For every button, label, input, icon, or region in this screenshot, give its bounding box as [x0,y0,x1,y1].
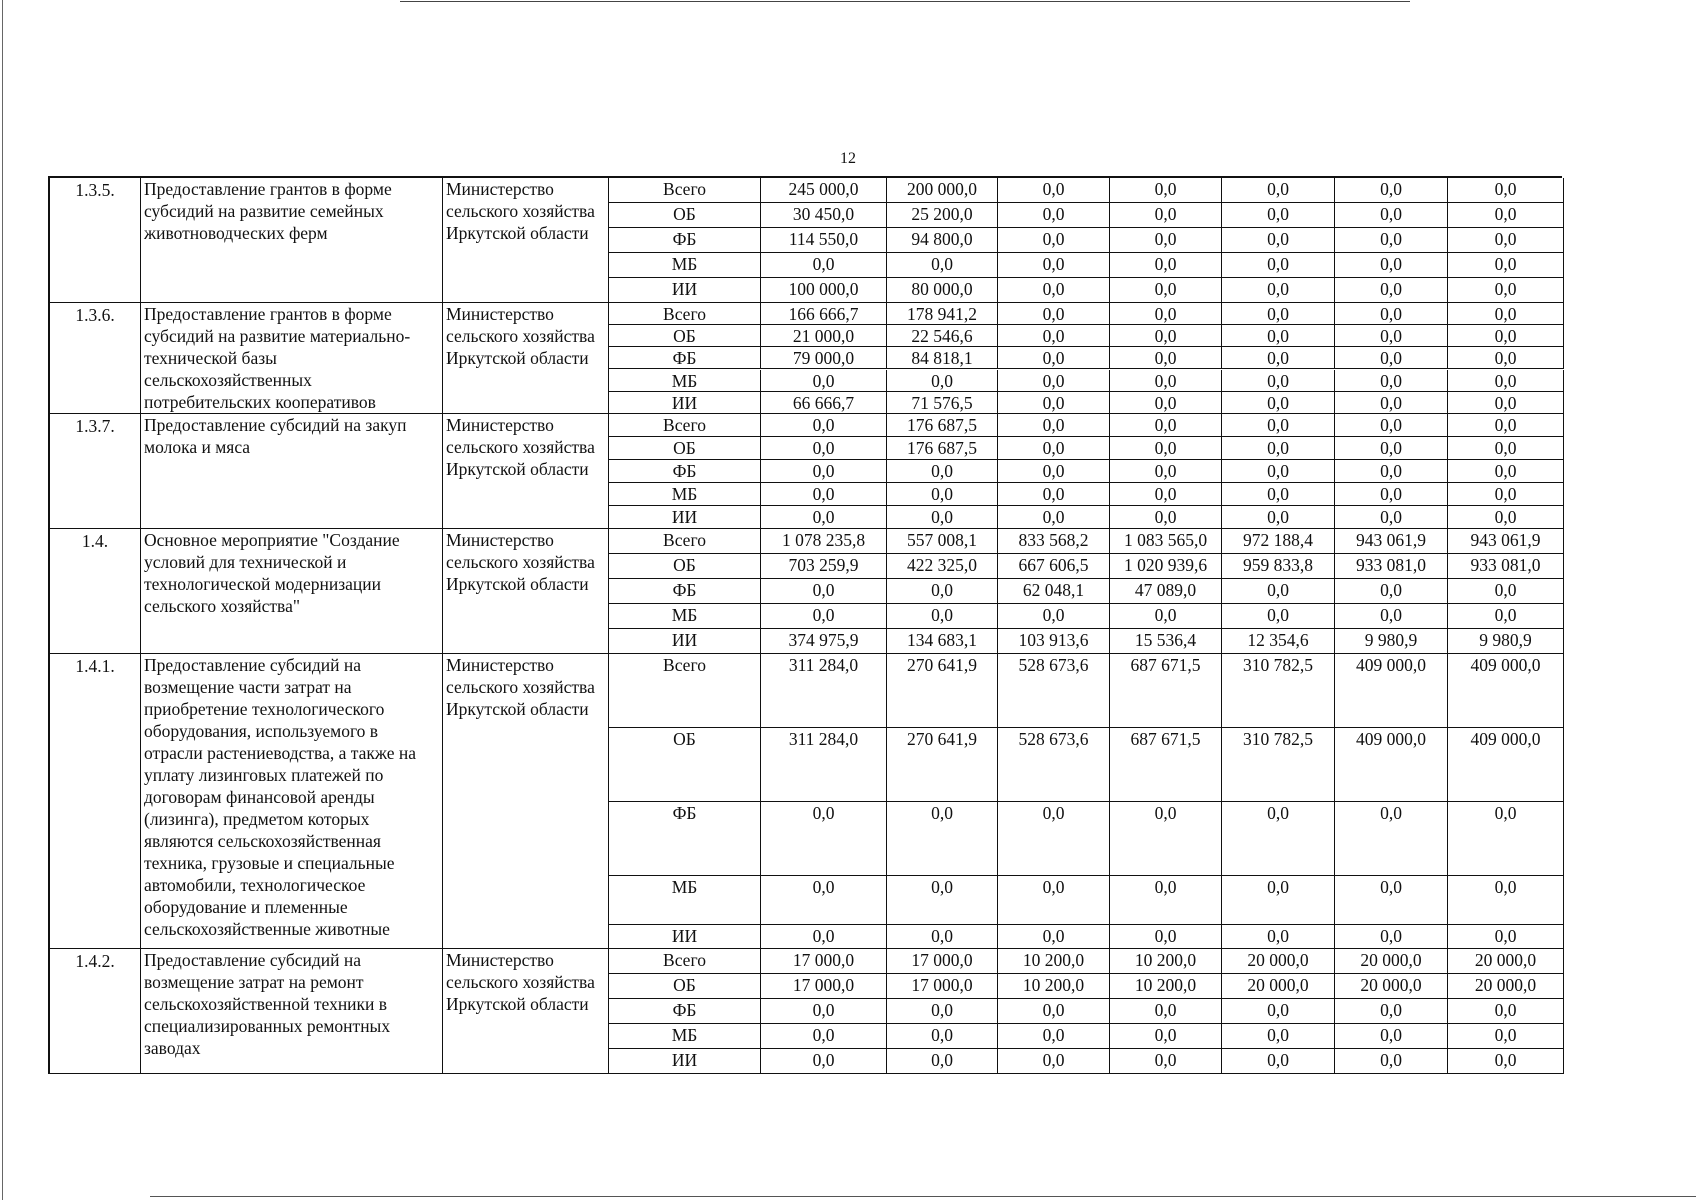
budget-value: 1 020 939,6 [1110,554,1222,579]
budget-value: 0,0 [761,1024,887,1049]
budget-value: 17 000,0 [887,949,998,974]
budget-value: 0,0 [1448,460,1564,483]
budget-value: 0,0 [998,876,1110,925]
responsible-organization: Министерство сельского хозяйства Иркутской области [443,303,609,414]
budget-value: 0,0 [761,579,887,604]
budget-value: 0,0 [1335,370,1448,392]
funding-source: ОБ [609,325,761,347]
budget-value: 0,0 [1448,203,1564,228]
funding-source: Всего [609,949,761,974]
budget-value: 943 061,9 [1335,529,1448,554]
budget-value: 0,0 [887,802,998,876]
budget-value: 528 673,6 [998,728,1110,802]
budget-value: 0,0 [1110,370,1222,392]
budget-value: 0,0 [1448,392,1564,414]
budget-value: 0,0 [1448,437,1564,460]
budget-value: 933 081,0 [1335,554,1448,579]
budget-value: 20 000,0 [1222,949,1335,974]
measure-code: 1.4. [50,529,141,654]
funding-source: МБ [609,604,761,629]
measure-name: Предоставление грантов в форме субсидий на развитие материально-технической базы сельскохозяйственных потребительских кооперативов [141,303,443,414]
budget-value: 374 975,9 [761,629,887,654]
budget-value: 0,0 [998,483,1110,506]
budget-value: 12 354,6 [1222,629,1335,654]
budget-value: 0,0 [1222,999,1335,1024]
budget-value: 557 008,1 [887,529,998,554]
budget-value: 0,0 [998,437,1110,460]
funding-source: ОБ [609,437,761,460]
budget-value: 94 800,0 [887,228,998,253]
budget-value: 66 666,7 [761,392,887,414]
budget-value: 0,0 [1110,1049,1222,1074]
budget-value: 20 000,0 [1448,974,1564,999]
budget-value: 20 000,0 [1448,949,1564,974]
budget-value: 200 000,0 [887,178,998,203]
budget-value: 20 000,0 [1335,974,1448,999]
budget-value: 62 048,1 [998,579,1110,604]
measure-name: Предоставление субсидий на возмещение части затрат на приобретение технологического оборудования, используемого в отрасли растениеводства, а также на уплату лизинговых платежей по договорам финансовой аренды (лизинга), предметом которых являются сельскохозяйственная техника, грузовые и специальные автомобили, технологическое оборудование и племенные сельскохозяйственные животные [141,654,443,949]
budget-value: 0,0 [1448,483,1564,506]
budget-value: 0,0 [1222,303,1335,325]
budget-value: 0,0 [1222,228,1335,253]
budget-value: 176 687,5 [887,414,998,437]
funding-source: МБ [609,483,761,506]
budget-value: 0,0 [1222,347,1335,369]
funding-source: Всего [609,178,761,203]
budget-value: 9 980,9 [1448,629,1564,654]
budget-value: 0,0 [998,203,1110,228]
budget-value: 103 913,6 [998,629,1110,654]
budget-value: 0,0 [1222,604,1335,629]
responsible-organization: Министерство сельского хозяйства Иркутской области [443,654,609,949]
budget-value: 176 687,5 [887,437,998,460]
funding-source: ИИ [609,278,761,303]
budget-value: 1 083 565,0 [1110,529,1222,554]
budget-value: 0,0 [1222,437,1335,460]
budget-value: 0,0 [998,414,1110,437]
funding-source: ФБ [609,228,761,253]
budget-value: 0,0 [1110,253,1222,278]
budget-value: 0,0 [1335,802,1448,876]
measure-name: Предоставление грантов в форме субсидий на развитие семейных животноводческих ферм [141,178,443,303]
budget-value: 0,0 [998,347,1110,369]
budget-value: 0,0 [998,253,1110,278]
budget-value: 80 000,0 [887,278,998,303]
budget-value: 311 284,0 [761,654,887,728]
budget-value: 22 546,6 [887,325,998,347]
budget-value: 0,0 [998,325,1110,347]
responsible-organization: Министерство сельского хозяйства Иркутской области [443,949,609,1074]
budget-value: 0,0 [1448,802,1564,876]
budget-value: 687 671,5 [1110,654,1222,728]
budget-value: 0,0 [1335,1049,1448,1074]
page-number: 12 [840,150,856,167]
funding-source: ФБ [609,347,761,369]
budget-value: 0,0 [998,228,1110,253]
budget-value: 134 683,1 [887,629,998,654]
budget-value: 0,0 [1222,370,1335,392]
funding-source: ФБ [609,999,761,1024]
budget-value: 0,0 [761,483,887,506]
budget-value: 0,0 [1110,414,1222,437]
budget-value: 47 089,0 [1110,579,1222,604]
budget-value: 0,0 [1448,876,1564,925]
measure-name: Предоставление субсидий на закуп молока и мяса [141,414,443,529]
budget-value: 0,0 [1110,604,1222,629]
budget-value: 310 782,5 [1222,728,1335,802]
scan-bottom-rule [150,1196,1696,1197]
funding-source: ФБ [609,579,761,604]
budget-value: 79 000,0 [761,347,887,369]
responsible-organization: Министерство сельского хозяйства Иркутской области [443,529,609,654]
budget-value: 15 536,4 [1110,629,1222,654]
budget-value: 0,0 [887,483,998,506]
budget-value: 528 673,6 [998,654,1110,728]
budget-value: 0,0 [1335,579,1448,604]
budget-value: 0,0 [998,802,1110,876]
funding-source: ИИ [609,1049,761,1074]
budget-value: 0,0 [1110,203,1222,228]
budget-value: 0,0 [1222,483,1335,506]
budget-value: 0,0 [998,506,1110,529]
budget-value: 178 941,2 [887,303,998,325]
budget-value: 0,0 [1222,178,1335,203]
funding-source: МБ [609,370,761,392]
budget-value: 667 606,5 [998,554,1110,579]
budget-value: 25 200,0 [887,203,998,228]
budget-value: 0,0 [1335,253,1448,278]
budget-value: 0,0 [1222,392,1335,414]
budget-value: 0,0 [1110,392,1222,414]
budget-value: 0,0 [998,1049,1110,1074]
budget-value: 100 000,0 [761,278,887,303]
budget-value: 1 078 235,8 [761,529,887,554]
budget-value: 0,0 [998,604,1110,629]
budget-value: 0,0 [887,370,998,392]
budget-value: 0,0 [887,999,998,1024]
budget-value: 0,0 [1110,876,1222,925]
budget-value: 409 000,0 [1335,654,1448,728]
budget-value: 0,0 [1110,178,1222,203]
budget-value: 10 200,0 [998,974,1110,999]
budget-value: 0,0 [1448,228,1564,253]
budget-value: 0,0 [1448,1024,1564,1049]
budget-value: 0,0 [1335,178,1448,203]
budget-value: 0,0 [1222,925,1335,949]
funding-source: Всего [609,529,761,554]
measure-code: 1.4.2. [50,949,141,1074]
budget-value: 0,0 [761,604,887,629]
budget-value: 0,0 [1448,506,1564,529]
budget-value: 0,0 [887,460,998,483]
budget-value: 0,0 [1448,604,1564,629]
budget-value: 0,0 [1335,278,1448,303]
funding-source: ИИ [609,629,761,654]
scan-left-edge [2,0,3,1200]
budget-value: 0,0 [1448,278,1564,303]
budget-value: 30 450,0 [761,203,887,228]
funding-source: ФБ [609,802,761,876]
funding-source: Всего [609,414,761,437]
budget-value: 0,0 [1222,253,1335,278]
budget-value: 10 200,0 [1110,949,1222,974]
budget-value: 0,0 [998,303,1110,325]
responsible-organization: Министерство сельского хозяйства Иркутской области [443,414,609,529]
budget-value: 0,0 [1448,347,1564,369]
budget-value: 0,0 [1335,483,1448,506]
funding-source: ФБ [609,460,761,483]
budget-value: 245 000,0 [761,178,887,203]
scan-top-rule [400,1,1410,2]
budget-value: 0,0 [998,925,1110,949]
budget-value: 0,0 [1222,1024,1335,1049]
budget-value: 10 200,0 [1110,974,1222,999]
funding-source: ИИ [609,925,761,949]
budget-value: 0,0 [1448,925,1564,949]
budget-value: 687 671,5 [1110,728,1222,802]
budget-value: 0,0 [1335,347,1448,369]
budget-value: 833 568,2 [998,529,1110,554]
budget-value: 0,0 [1335,437,1448,460]
budget-value: 0,0 [1110,506,1222,529]
budget-value: 0,0 [887,253,998,278]
funding-source: МБ [609,876,761,925]
funding-source: ИИ [609,392,761,414]
budget-value: 0,0 [998,1024,1110,1049]
budget-value: 0,0 [1222,203,1335,228]
budget-value: 0,0 [1335,203,1448,228]
budget-value: 0,0 [1335,604,1448,629]
budget-value: 0,0 [1335,325,1448,347]
funding-source: ОБ [609,728,761,802]
budget-value: 10 200,0 [998,949,1110,974]
funding-source: Всего [609,654,761,728]
budget-value: 166 666,7 [761,303,887,325]
budget-value: 0,0 [1110,325,1222,347]
budget-value: 0,0 [1448,999,1564,1024]
budget-value: 0,0 [1110,347,1222,369]
budget-value: 0,0 [887,506,998,529]
measure-name: Предоставление субсидий на возмещение затрат на ремонт сельскохозяйственной техники в специализированных ремонтных заводах [141,949,443,1074]
funding-source: ОБ [609,974,761,999]
budget-value: 0,0 [1222,414,1335,437]
budget-value: 0,0 [1222,278,1335,303]
budget-value: 114 550,0 [761,228,887,253]
funding-source: ОБ [609,554,761,579]
budget-value: 84 818,1 [887,347,998,369]
budget-value: 0,0 [1448,1049,1564,1074]
budget-value: 0,0 [998,460,1110,483]
budget-value: 0,0 [761,370,887,392]
budget-value: 0,0 [887,925,998,949]
budget-value: 0,0 [761,1049,887,1074]
budget-value: 943 061,9 [1448,529,1564,554]
budget-value: 0,0 [1448,178,1564,203]
budget-value: 972 188,4 [1222,529,1335,554]
budget-value: 0,0 [1448,414,1564,437]
budget-value: 0,0 [1222,506,1335,529]
budget-value: 409 000,0 [1335,728,1448,802]
budget-value: 0,0 [1335,999,1448,1024]
budget-value: 0,0 [887,1049,998,1074]
budget-value: 17 000,0 [761,949,887,974]
budget-value: 0,0 [1448,303,1564,325]
budget-value: 0,0 [1335,228,1448,253]
budget-value: 0,0 [998,370,1110,392]
budget-value: 17 000,0 [887,974,998,999]
budget-value: 0,0 [761,925,887,949]
program-budget-table [48,176,1562,1074]
budget-value: 71 576,5 [887,392,998,414]
budget-value: 9 980,9 [1335,629,1448,654]
budget-value: 311 284,0 [761,728,887,802]
budget-value: 0,0 [761,460,887,483]
budget-value: 0,0 [1335,460,1448,483]
budget-value: 0,0 [1335,925,1448,949]
funding-source: Всего [609,303,761,325]
budget-value: 0,0 [761,876,887,925]
budget-value: 0,0 [761,999,887,1024]
budget-value: 0,0 [1335,392,1448,414]
budget-value: 0,0 [1335,1024,1448,1049]
budget-value: 0,0 [1448,370,1564,392]
budget-value: 0,0 [1335,414,1448,437]
budget-value: 0,0 [1222,1049,1335,1074]
budget-value: 0,0 [998,178,1110,203]
budget-value: 0,0 [887,1024,998,1049]
budget-value: 0,0 [1222,876,1335,925]
budget-value: 0,0 [887,876,998,925]
budget-value: 0,0 [887,604,998,629]
budget-value: 0,0 [998,278,1110,303]
budget-value: 409 000,0 [1448,654,1564,728]
budget-value: 0,0 [1448,325,1564,347]
measure-code: 1.4.1. [50,654,141,949]
budget-value: 0,0 [998,999,1110,1024]
measure-code: 1.3.7. [50,414,141,529]
budget-value: 0,0 [1335,506,1448,529]
budget-value: 0,0 [761,506,887,529]
budget-value: 933 081,0 [1448,554,1564,579]
measure-code: 1.3.5. [50,178,141,303]
budget-value: 0,0 [1335,876,1448,925]
budget-value: 270 641,9 [887,728,998,802]
budget-value: 0,0 [1448,253,1564,278]
funding-source: ИИ [609,506,761,529]
budget-value: 409 000,0 [1448,728,1564,802]
budget-value: 0,0 [1110,999,1222,1024]
budget-value: 0,0 [761,802,887,876]
budget-value: 0,0 [1110,460,1222,483]
budget-value: 0,0 [1222,802,1335,876]
budget-value: 0,0 [1448,579,1564,604]
budget-value: 0,0 [1335,303,1448,325]
funding-source: МБ [609,1024,761,1049]
budget-value: 0,0 [1110,925,1222,949]
budget-value: 0,0 [998,392,1110,414]
responsible-organization: Министерство сельского хозяйства Иркутской области [443,178,609,303]
budget-value: 0,0 [1222,325,1335,347]
budget-value: 0,0 [761,414,887,437]
funding-source: ОБ [609,203,761,228]
budget-value: 422 325,0 [887,554,998,579]
measure-name: Основное мероприятие "Создание условий для технической и технологической модернизации сельского хозяйства" [141,529,443,654]
budget-value: 310 782,5 [1222,654,1335,728]
budget-value: 0,0 [1222,579,1335,604]
budget-value: 20 000,0 [1335,949,1448,974]
budget-value: 0,0 [761,437,887,460]
measure-code: 1.3.6. [50,303,141,414]
budget-value: 0,0 [1110,228,1222,253]
funding-source: МБ [609,253,761,278]
budget-value: 0,0 [1110,1024,1222,1049]
budget-value: 0,0 [1110,483,1222,506]
budget-value: 17 000,0 [761,974,887,999]
budget-value: 0,0 [761,253,887,278]
budget-value: 20 000,0 [1222,974,1335,999]
budget-value: 21 000,0 [761,325,887,347]
budget-value: 0,0 [1110,303,1222,325]
budget-value: 959 833,8 [1222,554,1335,579]
budget-value: 0,0 [1110,278,1222,303]
budget-value: 270 641,9 [887,654,998,728]
budget-value: 0,0 [1110,437,1222,460]
budget-value: 703 259,9 [761,554,887,579]
budget-value: 0,0 [1110,802,1222,876]
budget-value: 0,0 [887,579,998,604]
budget-value: 0,0 [1222,460,1335,483]
